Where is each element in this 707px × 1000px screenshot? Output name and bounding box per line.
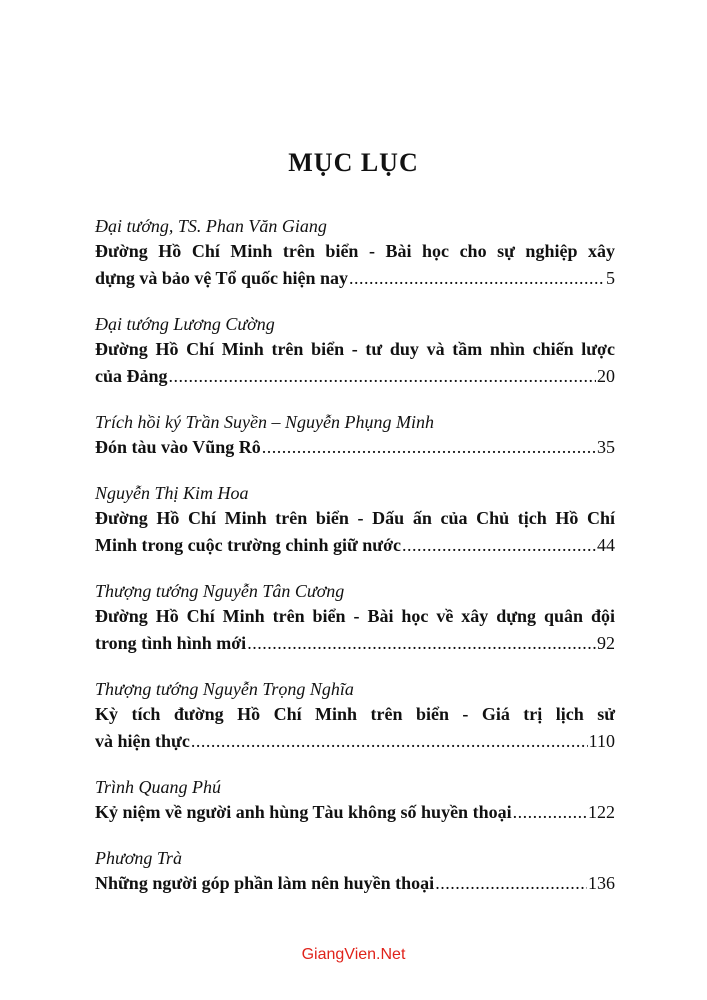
- toc-entry-author: Đại tướng, TS. Phan Văn Giang: [95, 216, 327, 236]
- dot-leader: [435, 870, 587, 897]
- toc-entry-title-text: trong tình hình mới: [95, 633, 247, 653]
- dot-leader: [191, 728, 588, 755]
- toc-entry-title-line: Kỳ tích đường Hồ Chí Minh trên biển - Giá trị lịch sử: [95, 704, 615, 724]
- toc-entry-last-line: [95, 434, 615, 461]
- toc-entry-title-text: Những người góp phần làm nên huyền thoại: [95, 873, 435, 893]
- toc-entry: [95, 215, 615, 292]
- dot-leader: [262, 434, 596, 461]
- page-title: MỤC LỤC: [288, 148, 419, 177]
- toc-entry: [95, 580, 615, 657]
- toc-entry-author: Trích hồi ký Trần Suyền – Nguyễn Phụng Minh: [95, 412, 434, 432]
- toc-entry-title-line: Đường Hồ Chí Minh trên biển - Bài học cho sự nghiệp xây: [95, 241, 615, 261]
- dot-leader: [402, 532, 596, 559]
- toc-entry: [95, 847, 615, 897]
- toc-entry: [95, 678, 615, 755]
- toc-entry-last-line: [95, 265, 615, 292]
- dot-leader: [513, 799, 587, 826]
- toc-entry-author: Thượng tướng Nguyễn Trọng Nghĩa: [95, 679, 354, 699]
- toc-entry-page-number: 35: [597, 437, 615, 457]
- toc-entry-page-number: 122: [588, 802, 615, 822]
- dot-leader: [169, 363, 596, 390]
- toc-entry: [95, 776, 615, 826]
- toc-entry-author: Nguyễn Thị Kim Hoa: [95, 483, 249, 503]
- toc-entry-last-line: [95, 799, 615, 826]
- toc-entry-last-line: [95, 870, 615, 897]
- toc-entry-title-line: Đường Hồ Chí Minh trên biển - tư duy và tầm nhìn chiến lược: [95, 339, 615, 359]
- toc-entry-page-number: 5: [606, 268, 615, 288]
- toc-entry-title-text: dựng và bảo vệ Tổ quốc hiện nay: [95, 268, 349, 288]
- watermark-text: GiangVien.Net: [301, 946, 406, 963]
- toc-entry-title-text: và hiện thực: [95, 731, 190, 751]
- toc-entry-title-line: Đường Hồ Chí Minh trên biển - Bài học về xây dựng quân đội: [95, 606, 615, 626]
- toc-entry-last-line: [95, 630, 615, 657]
- toc-entry-author: Trình Quang Phú: [95, 777, 222, 797]
- table-of-contents: [95, 215, 615, 918]
- toc-entry-title-text: Minh trong cuộc trường chinh giữ nước: [95, 535, 402, 555]
- toc-entry: [95, 313, 615, 390]
- toc-entry-author: Phương Trà: [95, 848, 182, 868]
- dot-leader: [247, 630, 596, 657]
- toc-entry-author: Đại tướng Lương Cường: [95, 314, 275, 334]
- toc-entry-title-text: Kỷ niệm về người anh hùng Tàu không số huyền thoại: [95, 802, 512, 822]
- toc-entry-page-number: 110: [588, 731, 615, 751]
- toc-entry-page-number: 44: [597, 535, 615, 555]
- toc-entry-title-text: Đón tàu vào Vũng Rô: [95, 437, 261, 457]
- toc-entry-last-line: [95, 728, 615, 755]
- toc-entry-page-number: 92: [597, 633, 615, 653]
- toc-entry-page-number: 20: [597, 366, 615, 386]
- toc-entry-last-line: [95, 532, 615, 559]
- toc-entry-last-line: [95, 363, 615, 390]
- toc-entry-page-number: 136: [588, 873, 615, 893]
- toc-entry: [95, 411, 615, 461]
- dot-leader: [349, 265, 605, 292]
- toc-entry-author: Thượng tướng Nguyễn Tân Cương: [95, 581, 345, 601]
- toc-entry-title-text: của Đảng: [95, 366, 168, 386]
- toc-entry-title-line: Đường Hồ Chí Minh trên biển - Dấu ấn của Chủ tịch Hồ Chí: [95, 508, 615, 528]
- toc-entry: [95, 482, 615, 559]
